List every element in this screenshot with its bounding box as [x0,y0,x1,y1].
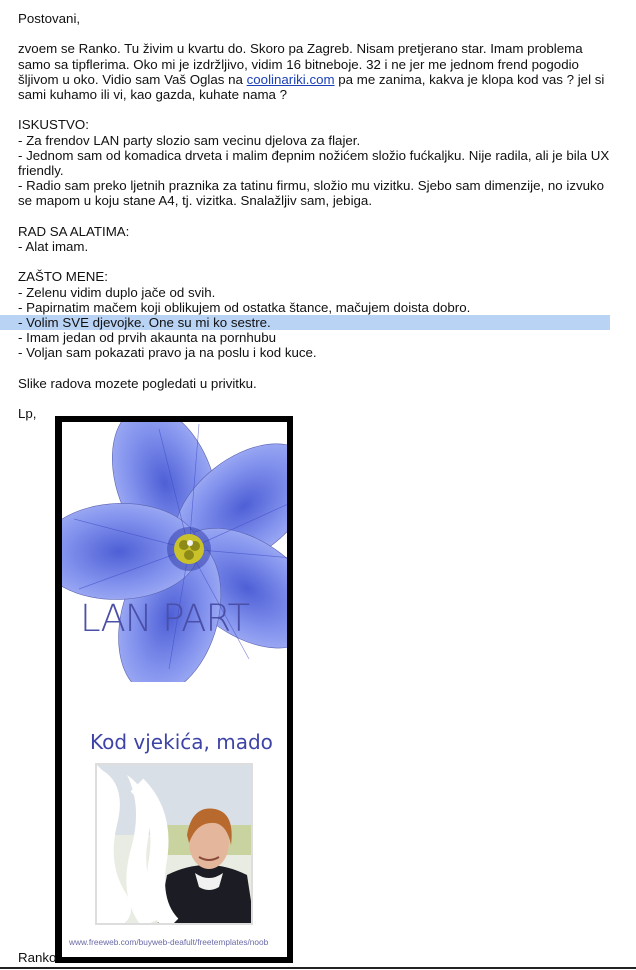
flyer-photo [95,763,253,925]
list-item: - Jednom sam od komadica drveta i malim đepnim nožićem složio fućkaljku. Nije radila, ali je bila UX friendly. [18,147,610,178]
section-heading-experience: ISKUSTVO: [18,117,89,133]
flyer-subtitle: Kod vjekića, mado [90,730,273,754]
list-item: - Imam jedan od prvih akaunta na pornhubu [18,330,276,346]
highlighted-list-item[interactable]: - Volim SVE djevojke. One su mi ko sestre. [0,315,610,330]
list-item: - Zelenu vidim duplo jače od svih. [18,284,216,300]
flower-illustration [62,422,287,682]
flyer-title: LAN PART [80,597,250,640]
list-item: - Za frendov LAN party slozio sam vecinu djelova za flajer. [18,132,361,148]
signature: Ranko [18,950,57,965]
intro-paragraph: zvoem se Ranko. Tu živim u kvartu do. Skoro pa Zagreb. Nisam pretjerano star. Imam problema samo sa tipflerima. Oko mi je izdržljivo, vidim 16 bitneboje. 32 i ne jer me jednom frend pogodio šljivom u oko. Vidio sam Vaš Oglas na coolinariki.com pa me zanima, kakva je klopa kod vas ? jel si sami kuhamo ili vi, kao gazda, kuhate nama ? [18,41,605,102]
person-photo-illustration [97,765,253,925]
email-body [18,11,618,421]
flyer-canvas [62,422,287,957]
list-item: - Voljan sam pokazati pravo ja na poslu i kod kuce. [18,345,317,361]
divider [0,967,636,969]
closing: Lp, [18,406,37,422]
attachment-note: Slike radova mozete pogledati u privitku. [18,375,257,391]
section-heading-why-me: ZAŠTO MENE: [18,269,108,285]
section-heading-tools: RAD SA ALATIMA: [18,223,130,239]
flyer-url: www.freeweb.com/buyweb-deafult/freetemplates/noob [69,937,269,947]
greeting: Postovani, [18,11,81,26]
attached-flyer-image[interactable] [55,416,293,963]
list-item: - Alat imam. [18,239,89,254]
list-item: - Papirnatim mačem koji oblikujem od ostatka štance, mačujem doista dobro. [18,299,471,315]
coolinariki-link[interactable]: coolinariki.com [246,71,335,87]
list-item: - Radio sam preko ljetnih praznika za tatinu firmu, složio mu vizitku. Sjebo sam dimenzije, no izvuko se mapom u koju stane A4, tj. vizitka. Snalažljiv sam, jebiga. [18,178,605,209]
